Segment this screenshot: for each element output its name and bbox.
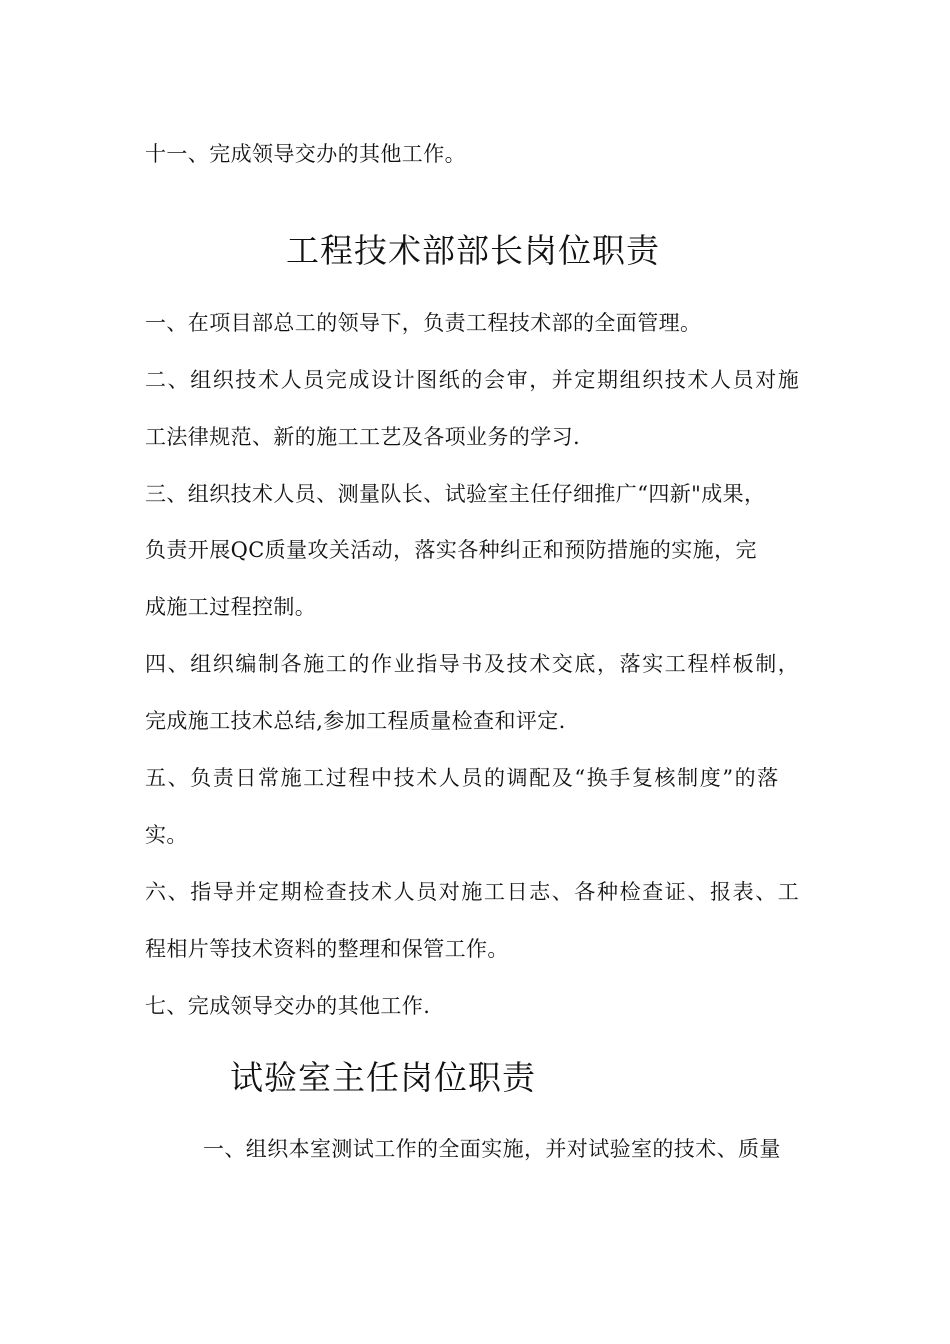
paragraph-line: 六、指导并定期检查技术人员对施工日志、各种检查证、报表、工 [145, 880, 801, 904]
paragraph-line: 五、负责日常施工过程中技术人员的调配及“换手复核制度”的落 [145, 766, 780, 790]
paragraph-line: 三、组织技术人员、测量队长、试验室主任仔细推广“四新"成果， [145, 482, 766, 506]
paragraph-line: 实。 [145, 823, 188, 847]
section-title-engineering-head: 工程技术部部长岗位职责 [286, 231, 660, 270]
paragraph-line: 工法律规范、新的施工工艺及各项业务的学习. [145, 425, 581, 449]
paragraph-line: 一、在项目部总工的领导下，负责工程技术部的全面管理。 [145, 311, 702, 335]
section-title-lab-director: 试验室主任岗位职责 [230, 1058, 536, 1097]
paragraph-line: 程相片等技术资料的整理和保管工作。 [145, 937, 509, 961]
paragraph-line: 完成施工技术总结,参加工程质量检查和评定. [145, 709, 566, 733]
paragraph-line: 十一、完成领导交办的其他工作。 [145, 142, 466, 166]
paragraph-line: 二、组织技术人员完成设计图纸的会审，并定期组织技术人员对施 [145, 368, 801, 392]
paragraph-line: 七、完成领导交办的其他工作. [145, 994, 431, 1018]
paragraph-line: 负责开展QC质量攻关活动，落实各种纠正和预防措施的实施，完 [145, 538, 757, 562]
paragraph-line: 成施工过程控制。 [145, 595, 317, 619]
paragraph-line: 四、组织编制各施工的作业指导书及技术交底，落实工程样板制， [145, 652, 801, 676]
paragraph-line: 一、组织本室测试工作的全面实施，并对试验室的技术、质量 [203, 1137, 781, 1161]
